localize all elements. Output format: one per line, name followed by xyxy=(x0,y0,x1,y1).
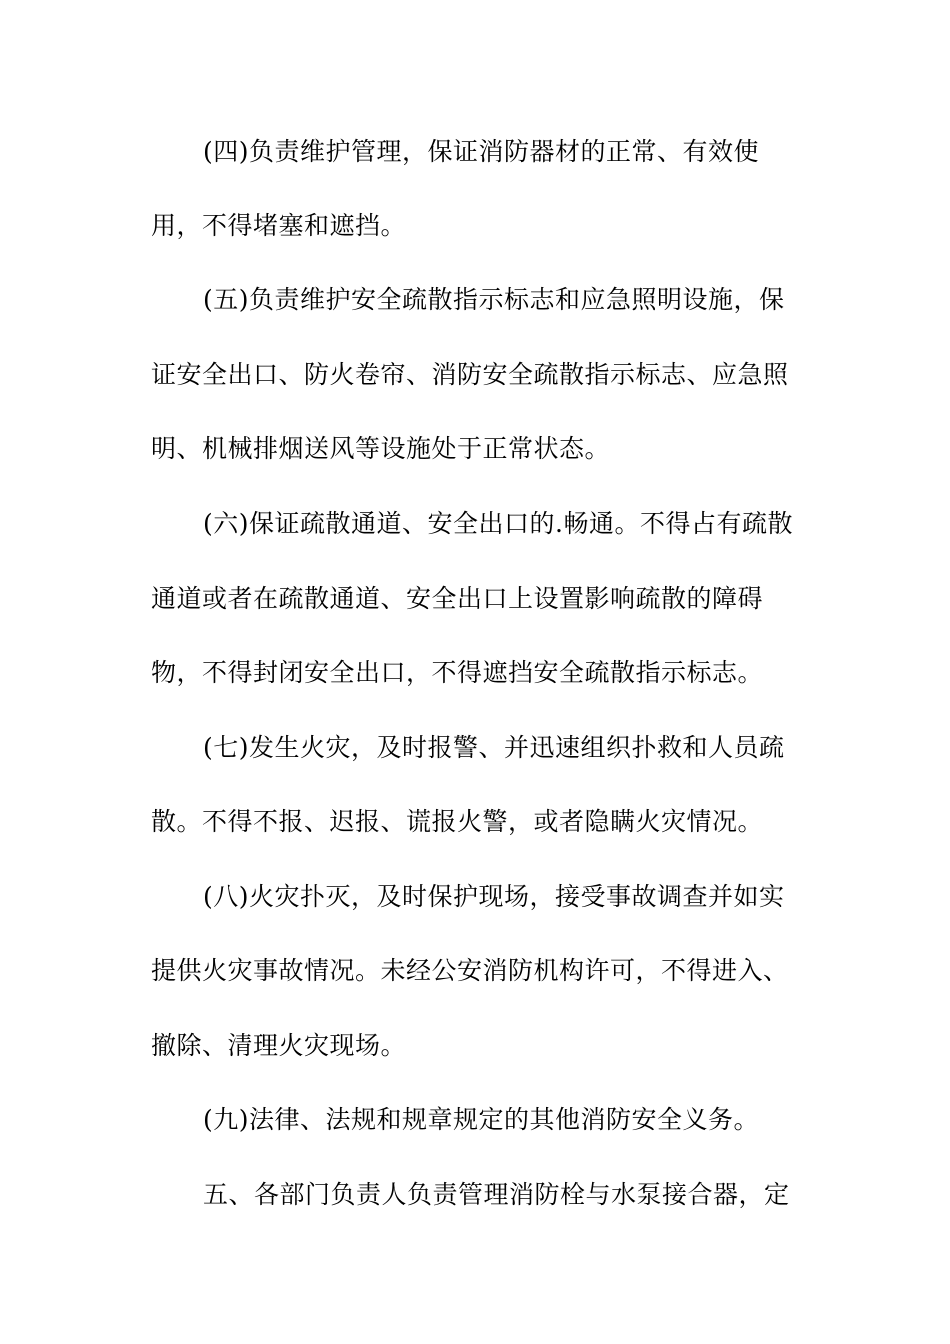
text-line: (五)负责维护安全疏散指示标志和应急照明设施，保 xyxy=(203,285,785,314)
text-line: (九)法律、法规和规章规定的其他消防安全义务。 xyxy=(203,1105,760,1134)
text-line: 通道或者在疏散通道、安全出口上设置影响疏散的障碍 xyxy=(151,584,764,613)
text-line: (四)负责维护管理，保证消防器材的正常、有效使 xyxy=(203,137,760,166)
text-line: (七)发生火灾，及时报警、并迅速组织扑救和人员疏 xyxy=(203,733,785,762)
text-line: 五、各部门负责人负责管理消防栓与水泵接合器，定 xyxy=(203,1180,790,1209)
text-line: 明、机械排烟送风等设施处于正常状态。 xyxy=(151,434,611,463)
text-line: 物，不得封闭安全出口，不得遮挡安全疏散指示标志。 xyxy=(151,658,764,687)
text-line: 撤除、清理火灾现场。 xyxy=(151,1031,407,1060)
text-line: 提供火灾事故情况。未经公安消防机构许可，不得进入、 xyxy=(151,956,789,985)
text-line: (八)火灾扑灭，及时保护现场，接受事故调查并如实 xyxy=(203,882,785,911)
text-line: 用，不得堵塞和遮挡。 xyxy=(151,211,407,240)
text-line: 证安全出口、防火卷帘、消防安全疏散指示标志、应急照 xyxy=(151,360,789,389)
text-line: (六)保证疏散通道、安全出口的.畅通。不得占有疏散 xyxy=(203,509,793,538)
text-line: 散。不得不报、迟报、谎报火警，或者隐瞒火灾情况。 xyxy=(151,807,764,836)
